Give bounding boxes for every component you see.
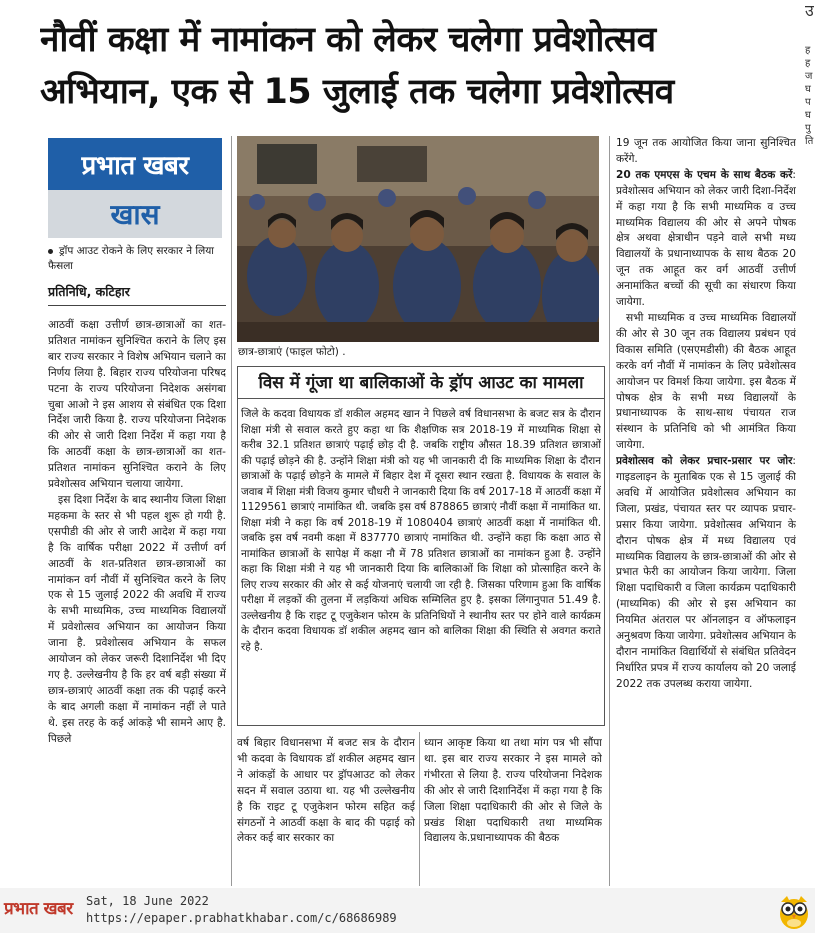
article-column-1 (48, 318, 226, 884)
footer-url[interactable]: https://epaper.prabhatkhabar.com/c/68686989 (86, 911, 397, 925)
paragraph (616, 454, 796, 693)
classroom-photo-illustration (237, 136, 599, 342)
subheading-text: : गाइडलाइन के मुताबिक एक से 15 जुलाई की अवधि में आयोजित प्रवेशोत्सव अभियान का जिला, प्रखंड, पंचायत स्तर पर व्यापक प्रचार-प्रसार किया जायेगा. प्रवेशोत्सव अभियान के दौरान पोषक क्षेत्र में मध्य विद्यालय एवं माध्यमिक विद्यालय के छात्र-छात्राओं की ओर से प्रभात फेरी का आयोजन किया जायेगा. जिला शिक्षा पदाधिकारी व जिला कार्यक्रम पदाधिकारी (माध्यमिक) की ओर से इस अभियान का नियमित अंतराल पर ऑनलाइन व ऑफलाइन अनुश्रवण किया जायेगा. प्रवेशोत्सव अभियान के दौरान नामांकित विद्यार्थियों से संबंधित प्रतिवेदन निर्धारित प्रपत्र में राज्य कार्यालय को 20 जलाई 2022 तक उपलब्ध कराया जायेगा. (616, 455, 796, 690)
owl-mascot-icon[interactable] (778, 892, 810, 930)
edge-char: ह (805, 58, 811, 69)
footer-bar (0, 888, 815, 933)
students-photo (237, 136, 599, 342)
sidebar-story-body: जिले के कदवा विधायक डॉ शकील अहमद खान ने पिछले वर्ष विधानसभा के बजट सत्र के दौरान शिक्षा मंत्री से सवाल करते हुए कहा था कि शैक्षणिक सत्र 2018-19 में माध्यमिक शिक्षा से करीब 32.1 प्रतिशत छात्राएं पढ़ाई छोड़ दी है. जबकि राष्ट्रीय औसत 18.39 प्रतिशत छात्राओं की पढ़ाई छोड़ने की है. उन्होंने शिक्षा मंत्री को यह भी जानकारी दी कि माध्यमिक शिक्षा के दौरान छात्राओं के पढ़ाई छोड़ने के मामले में बिहार देश में दूसरा स्थान रखता है. विधायक के सवाल के जवाब में शिक्षा मंत्री विजय कुमार चौधरी ने जानकारी दिया कि वर्ष 2017-18 में आठवीं कक्षा में 1129561 छात्राएं नामांकित थी. जबकि इस वर्ष 878865 छात्राएं नौवीं कक्षा में नामांकित था. शिक्षा मंत्री ने कहा कि वर्ष 2018-19 में 1080404 छात्राएं आठवीं कक्षा में नामांकित थी. जबकि इस वर्ष नवमी कक्षा में 837770 छात्राएं नामांकित थी. उन्होंने कहा कि कक्षा आठ से नामांकित छात्राओं के सापेक्ष में कक्षा नौ में 78 प्रतिशत छात्राओं का नामांकन हुआ है. उन्होंने कहा कि शिक्षा मंत्री ने यह भी जानकारी दिया कि बालिकाओं कि शिक्षा को प्रोत्साहित करने के लिए राज्य सरकार की ओर से कई योजनाएं चलायी जा रही है. जिसका परिणाम हुआ कि वार्षिक परीक्षा में लड़कों की तुलना में लड़कियां अधिक सम्मिलित हुए है. इसका लिंगानुपात 51.49 है. उल्लेखनीय है कि राइट टू एजुकेशन फोरम के प्रतिनिधियों ने स्थानीय स्तर पर होने वाले कार्यक्रम के दौरान कदवा विधायक डॉ शकील अहमद खान को बालिका शिक्षा की स्थिति से अवगत कराते रहे है. (241, 408, 601, 653)
edge-char: घ (805, 110, 811, 121)
footer-date: Sat, 18 June 2022 (86, 894, 209, 908)
footer-logo: प्रभात खबर (4, 899, 73, 919)
paragraph: वर्ष बिहार विधानसभा में बजट सत्र के दौरान भी कदवा के विधायक डॉ शकील अहमद खान ने आंकड़ों के आधार पर ड्रॉपआउट को लेकर सदन में सवाल उठाया था. यह भी उल्लेखनीय है कि राइट टू एजुकेशन फोरम सहित कई संगठनों ने आठवीं कक्षा के बाद की पढ़ाई को लेकर कई बार सरकार का (237, 737, 415, 845)
article-column-4 (616, 136, 796, 882)
headline-line-2: अभियान, एक से 15 जुलाई तक चलेगा प्रवेशोत्सव (40, 72, 674, 112)
column-divider (419, 732, 420, 886)
photo-caption: छात्र-छात्राएं (फाइल फोटो) . (238, 346, 346, 358)
sidebar-story-box (237, 366, 605, 726)
headline-line-1: नौवीं कक्षा में नामांकन को लेकर चलेगा प्रवेशोत्सव (40, 20, 656, 60)
subheading-text: : प्रवेशोत्सव अभियान को लेकर जारी दिशा-निर्देश में कहा गया है कि सभी माध्यमिक व उच्च माध्यमिक विद्यालय की ओर से अपने पोषक क्षेत्र अथवा क्षेत्राधीन पड़ने वाले सभी मध्य विद्यालयों के प्रधानाध्यापक के साथ बैठक 20 जून तक आहूत कर वर्ग आठवीं उत्तीर्ण अनामांकित बच्चों की सूची का संधारण किया जायेगा. (616, 168, 796, 309)
bullet-dot-icon (48, 249, 53, 254)
edge-char: ज (805, 71, 813, 82)
edge-char: ति (805, 136, 814, 147)
logo-khas: खास (48, 190, 222, 238)
paragraph: सभी माध्यमिक व उच्च माध्यमिक विद्यालयों की ओर से 30 जून तक विद्यालय प्रबंधन एवं विकास समिति (एसएमडीसी) की बैठक आहूत करके वर्ग नौवीं में नामांकन के लिए प्रवेशोत्सव आयोजन पर विमर्श किया जायेगा. इस बैठक में पोषक क्षेत्र के सभी मध्य विद्यालयों के प्रधानाध्यापक के साथ-साथ पंचायत राज संस्थान के प्रतिनिधि को भी आमंत्रित किया जायेगा. (616, 311, 796, 452)
subheading: 20 तक एमएस के एचम के साथ बैठक करें (616, 168, 793, 181)
article-column-2 (237, 736, 415, 886)
prabhat-khabar-khas-logo (48, 138, 222, 238)
summary-bullet (48, 244, 226, 274)
edge-char: घ (805, 84, 811, 95)
byline: प्रतिनिधि, कटिहार (48, 283, 226, 306)
edge-char: उ (805, 1, 814, 20)
sidebar-story-title: विस में गूंजा था बालिकाओं के ड्रॉप आउट का मामला (238, 370, 604, 399)
paragraph (616, 168, 796, 311)
paragraph: ध्यान आकृष्ट किया था तथा मांग पत्र भी सौंपा था. इस बार राज्य सरकार ने इस मामले को गंभीरता से लिया है. राज्य परियोजना निदेशक की ओर से जारी दिशानिर्देश में कहा गया है कि जिला शिक्षा पदाधिकारी की ओर से जिले के प्रखंड शिक्षा पदाधिकारी तथा माध्यमिक विद्यालय के.प्रधानाध्यापक की बैठक (424, 737, 602, 845)
bullet-text: ड्रॉप आउट रोकने के लिए सरकार ने लिया फैसला (48, 245, 215, 272)
article-column-3 (424, 736, 602, 886)
column-divider (609, 136, 610, 886)
edge-char: पु (805, 123, 811, 134)
logo-brand: प्रभात खबर (48, 138, 222, 190)
paragraph: इस दिशा निर्देश के बाद स्थानीय जिला शिक्षा महकमा के स्तर से भी पहल शुरू हो गयी है. एसपीडी की ओर से जारी आदेश में कहा गया है कि वार्षिक परीक्षा 2022 में उत्तीर्ण वर्ग आठवीं के शत-प्रतिशत छात्र-छात्राओं का नामांकन वर्ग नौवीं में सुनिश्चित करने के लिए एक से 15 जुलाई 2022 की अवधि में राज्य के सभी माध्यमिक, उच्च माध्यमिक विद्यालयों में प्रवेशोत्सव अभियान का आयोजन किया जाना है. प्रवेशोत्सव अभियान के सफल आयोजन को लेकर जरूरी दिशानिर्देश भी दिए गए है. उल्लेखनीय है कि हर वर्ष बड़ी संख्या में छात्र-छात्राएं आठवीं कक्षा तक की पढ़ाई करने के बाद अगली कक्षा में नामांकन नहीं ले पाते थे. इस तरह के कई आंकड़े भी सामने आए है. पिछले (48, 493, 226, 745)
edge-char: ह (805, 45, 811, 56)
column-divider (231, 136, 232, 886)
paragraph: 19 जून तक आयोजित किया जाना सुनिश्चित करेंगे. (616, 137, 796, 165)
adjacent-article-strip (805, 0, 815, 200)
subheading: प्रवेशोत्सव को लेकर प्रचार-प्रसार पर जोर (616, 455, 793, 468)
edge-char: प (805, 97, 811, 108)
headline (40, 14, 800, 118)
paragraph: आठवीं कक्षा उत्तीर्ण छात्र-छात्राओं का शत-प्रतिशत नामांकन सुनिश्चित कराने के लिए इस बार राज्य सरकार ने विशेष अभियान चलाने का निर्णय लिया है. बिहार राज्य परियोजना परिषद पटना के राज्य परियोजना निदेशक असंगबा चुबा आओ ने इस आशय से संबंधित एक दिशा निर्देश जारी किया है. राज्य परियोजना निदेशक की ओर से जारी दिशा निर्देश में कहा गया है कि आठवीं कक्षा के छात्र-छात्राओं का शत-प्रतिशत नामांकन सुनिश्चित कराने के लिए प्रवेशोत्सव अभियान चलाया जायेगा. (48, 319, 226, 491)
